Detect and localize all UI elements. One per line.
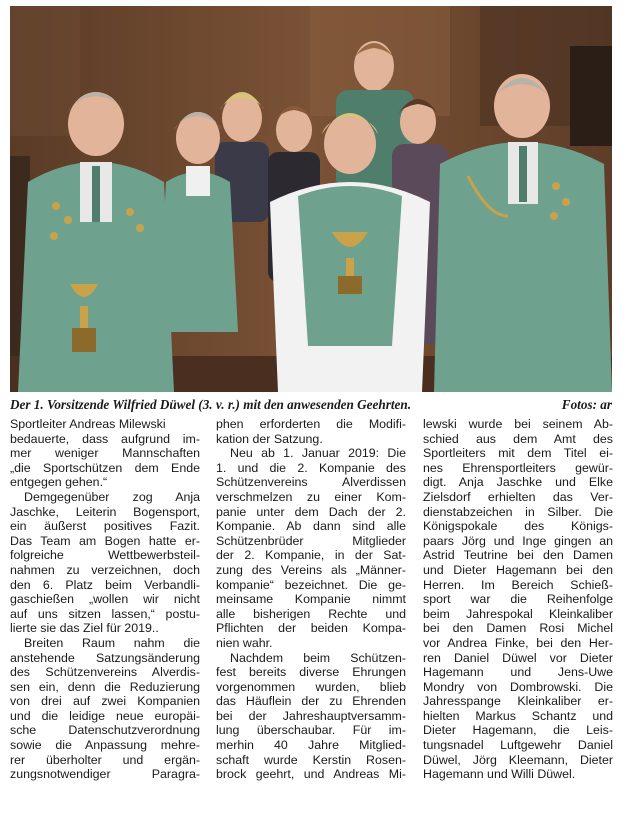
article-line: zungsnotwendiger Paragra- — [10, 767, 200, 782]
article-line: phen erforderten die Modifi- — [216, 417, 406, 431]
article-line: auf uns sitzen lassen,“ postu- — [10, 606, 200, 621]
article-line: folgreiche Wettbewerbsteil- — [10, 548, 200, 563]
article-line: schaft wurde Kerstin Rosen- — [216, 752, 406, 767]
article-line: Neu ab 1. Januar 2019: Die — [230, 446, 406, 461]
article-line: mer weniger Mannschaften — [10, 446, 200, 461]
article-line: rer überholter und ergän- — [10, 752, 200, 767]
article-line: schied aus dem Amt des — [423, 431, 613, 446]
article-line: ein äußerst positives Fazit. — [10, 519, 200, 534]
article-line: zung des Vereins als „Männer- — [216, 562, 406, 577]
article-line: sche Datenschutzverordnung — [10, 723, 200, 738]
article-line: nes Ehrensportleiters gewür- — [423, 460, 613, 475]
article-column-1 — [10, 417, 200, 782]
group-photo-illustration — [10, 6, 612, 392]
article-line: das Häuflein der zu Ehrenden — [216, 694, 406, 709]
article-line: den 6. Platz beim Verbandli- — [10, 577, 200, 592]
article-line: meinsame Kompanie nimmt — [216, 592, 406, 607]
article-line: Das Team am Bogen hatte er- — [10, 533, 200, 548]
caption-row — [10, 396, 612, 414]
article-line: Breiten Raum nahm die — [24, 635, 200, 650]
article-line: dienstabzeichen in Silber. Die — [423, 504, 613, 519]
photo-caption: Der 1. Vorsitzende Wilfried Düwel (3. v. r.) mit den anwesenden Geehrten. — [10, 397, 412, 412]
article-line: Düwel, Jörg Kleemann, Dieter — [423, 752, 613, 767]
article-line: bedauerte, dass aufgrund im- — [10, 431, 200, 446]
article-line: digt. Anja Jaschke und Elke — [423, 475, 613, 490]
article-line: Pflichten der beiden Kompa- — [216, 621, 406, 636]
article-line: merhin 40 Jahre Mitglied- — [216, 738, 406, 753]
article-line: alle bisherigen Rechte und — [216, 606, 406, 621]
article-line: Nachdem beim Schützen- — [230, 650, 406, 665]
article-line: vor Andrea Finke, bei den Her- — [423, 635, 613, 650]
article-line: kompanie“ bezeichnet. Die ge- — [216, 577, 406, 592]
article-column-3 — [423, 417, 613, 782]
article-line: lierte sie das Ziel für 2019.. — [10, 621, 159, 636]
article-line: Königspokale des Königs- — [423, 519, 613, 534]
article-line: 1. und die 2. Kompanie des — [216, 460, 406, 475]
article-line: Sportleiter Andreas Milewski — [10, 417, 166, 431]
article-line: Astrid Teutrine bei den Damen — [423, 548, 613, 563]
article-line: Mondry von Dombrowski. Die — [423, 679, 613, 694]
article-line: gaschießen „wollen wir nicht — [10, 592, 200, 607]
article-line: Schützenvereins Alverdissen — [216, 475, 406, 490]
article-line: bei den Damen Rosi Michel — [423, 621, 613, 636]
article-line: Jahresspange Kleinkaliber er- — [423, 694, 613, 709]
article-line: fest bereits diverse Ehrungen — [216, 665, 406, 680]
photo-credit: Fotos: ar — [561, 397, 612, 412]
article-line: verschmelzen zu einer Kom- — [216, 489, 406, 504]
group-photo — [10, 6, 612, 392]
article-line: ren Daniel Düwel vor Dieter — [423, 650, 613, 665]
article-line: sen ein, denn die Reduzierung — [10, 679, 200, 694]
article-line: panie unter dem Dach der 2. — [216, 504, 406, 519]
article-body — [10, 417, 616, 817]
article-line: Demgegenüber zog Anja — [24, 489, 200, 504]
article-line: nien wahr. — [216, 635, 273, 650]
article-line: hielten Markus Schantz und — [423, 708, 613, 723]
article-line: Hagemann und Willi Düwel. — [423, 767, 576, 782]
article-line: anstehende Satzungsänderung — [10, 650, 200, 665]
article-line: Schützenbrüder Mitglieder — [216, 533, 406, 548]
article-line: sport war die Reihenfolge — [423, 592, 613, 607]
article-column-2 — [216, 417, 406, 782]
article-line: lewski wurde bei seinem Ab- — [423, 417, 613, 431]
article-line: lung überschaubar. Für im- — [216, 723, 406, 738]
article-line: kation der Satzung. — [216, 431, 323, 446]
article-line: Jaschke, Leiterin Bogensport, — [10, 504, 200, 519]
article-line: Sportleiters mit dem Titel ei- — [423, 446, 613, 461]
article-line: der 2. Kompanie, in der Sat- — [216, 548, 406, 563]
article-line: sowie die Anpassung mehre- — [10, 738, 200, 753]
article-line: nahmen zu verzeichnen, doch — [10, 562, 200, 577]
article-line: tungsnadel Luftgewehr Daniel — [423, 738, 613, 753]
article-line: „die Sportschützen dem Ende — [10, 460, 200, 475]
article-line: brock geehrt, und Andreas Mi- — [216, 767, 406, 782]
article-line: bei der Jahreshauptversamm- — [216, 708, 406, 723]
article-line: vorgenommen wurden, blieb — [216, 679, 406, 694]
article-line: Dieter Hagemann, die Leis- — [423, 723, 613, 738]
article-line: Zielsdorf erhielten das Ver- — [423, 489, 613, 504]
article-line: des Schützenvereins Alverdis- — [10, 665, 200, 680]
article-line: paars Jörg und Inge gingen an — [423, 533, 613, 548]
article-line: Hagemann und Jens-Uwe — [423, 665, 613, 680]
article-line: und die leidige neue europäi- — [10, 708, 200, 723]
article-line: und Dieter Hagemann bei den — [423, 562, 613, 577]
article-line: Herren. Im Bereich Schieß- — [423, 577, 613, 592]
article-line: von drei auf zwei Kompanien — [10, 694, 200, 709]
article-line: entgegen gehen.“ — [10, 475, 108, 490]
article-line: Kompanie. Ab dann sind alle — [216, 519, 406, 534]
article-line: beim Jahrespokal Kleinkaliber — [423, 606, 613, 621]
